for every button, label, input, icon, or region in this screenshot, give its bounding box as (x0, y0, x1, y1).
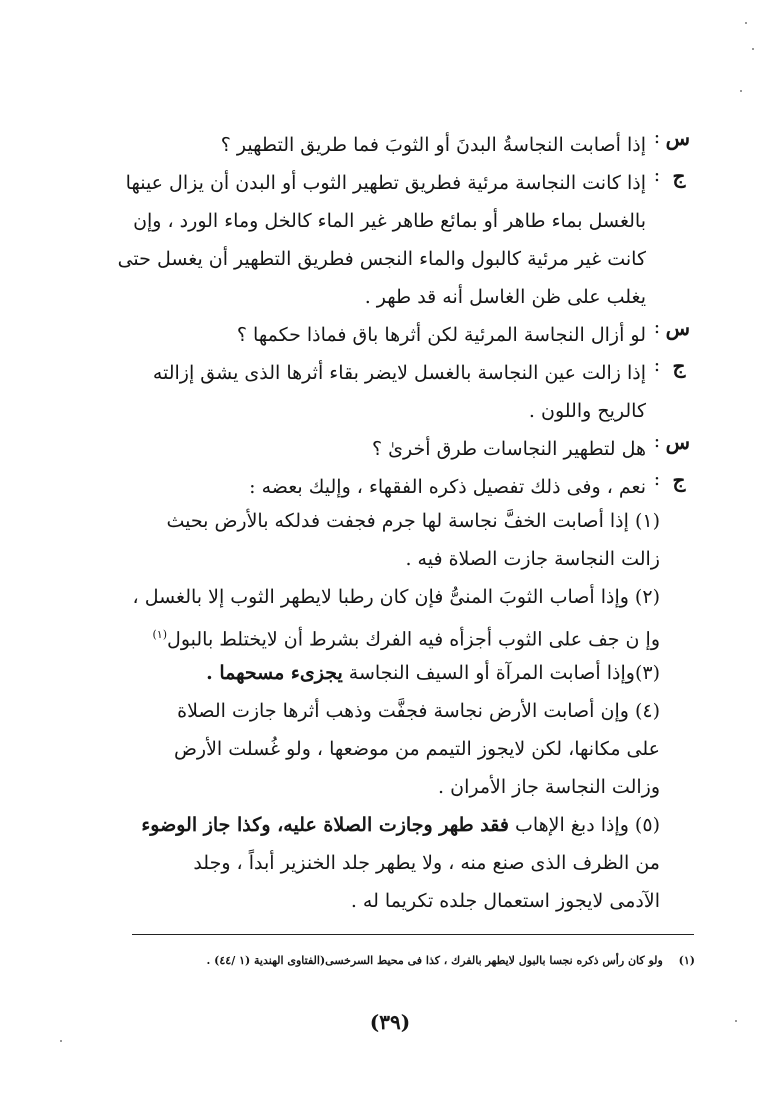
item-line: (٣)وإذا أصابت المرآة أو السيف النجاسة (348, 662, 660, 684)
scan-speck (752, 48, 754, 50)
list-item-3 (100, 654, 660, 692)
answer-1: ج : إذا كانت النجاسة مرئية فطريق تطهير الثوب أو البدن أن يزال عينها بالغسل بماء طاهر أو بمائع طاهر غير الماء كالخل وماء الورد ، وإن كانت غير مرئية كالبول والماء النجس فطريق التطهير أن يغسل حتى يغلب على ظن الغاسل أنه قد طهر . (100, 164, 690, 316)
list-item-1 (100, 502, 660, 578)
question-3: س : هل لتطهير النجاسات طرق أخرىٰ ؟ (100, 430, 690, 468)
item-line: (٢) وإذا أصاب الثوبَ المنىُّ فإن كان رطبا لايطهر الثوب إلا بالغسل ، (132, 586, 660, 608)
scan-speck (735, 1020, 737, 1022)
answer-2: ج : إذا زالت عين النجاسة بالغسل لايضر بقاء أثرها الذى يشق إزالته كالريح واللون . (100, 354, 690, 430)
answer-line: نعم ، وفى ذلك تفصيل ذكره الفقهاء ، وإليك بعضه : (249, 476, 646, 498)
question-text: هل لتطهير النجاسات طرق أخرىٰ ؟ (372, 438, 646, 460)
item-line: وزالت النجاسة جاز الأمران . (438, 776, 660, 798)
answer-3: ج : نعم ، وفى ذلك تفصيل ذكره الفقهاء ، وإليك بعضه : (100, 468, 690, 506)
answer-mark: ج (672, 164, 686, 188)
scan-speck (60, 1040, 62, 1042)
list-item-4 (100, 692, 660, 806)
footnote-reference[interactable]: (١) (152, 628, 168, 641)
question-text: لو أزال النجاسة المرئية لكن أثرها باق فماذا حكمها ؟ (236, 324, 646, 346)
item-line: زالت النجاسة جازت الصلاة فيه . (405, 548, 660, 570)
page-number: (٣٩) (369, 1010, 411, 1034)
question-mark: س (665, 316, 690, 340)
qa-section (100, 126, 690, 506)
question-text: إذا أصابت النجاسةُ البدنَ أو الثوبَ فما طريق التطهير ؟ (220, 134, 646, 156)
item-bold-text: فقد طهر وجازت الصلاة عليه، وكذا جاز الوضوء (141, 814, 509, 836)
answer-line: إذا كانت النجاسة مرئية فطريق تطهير الثوب أو البدن أن يزال عينها (125, 172, 646, 194)
list-item-2 (100, 578, 660, 654)
item-line: الآدمى لايجوز استعمال جلده تكريما له . (350, 890, 660, 912)
item-line: على مكانها، لكن لايجوز التيمم من موضعها ، ولو غُسلت الأرض (173, 738, 660, 760)
question-2: س : لو أزال النجاسة المرئية لكن أثرها باق فماذا حكمها ؟ (100, 316, 690, 354)
answer-line: إذا زالت عين النجاسة بالغسل لايضر بقاء أثرها الذى يشق إزالته (152, 362, 646, 384)
footnote-text: ولو كان رأس ذكره نجسا بالبول لايطهر بالفرك ، كذا فى محيط السرخسى(الفتاوى الهندية (١ /٤٤) . (206, 954, 663, 967)
item-line: وإ ن جف على الثوب أجزأه فيه الفرك بشرط أن لايختلط بالبول (167, 628, 660, 651)
question-1: س : إذا أصابت النجاسةُ البدنَ أو الثوبَ فما طريق التطهير ؟ (100, 126, 690, 164)
item-line: (١) إذا أصابت الخفَّ نجاسة لها جرم فجفت فدلكه بالأرض بحيث (166, 510, 660, 532)
scan-speck (740, 90, 742, 92)
question-mark: س (665, 126, 690, 150)
footnote (150, 954, 695, 967)
answer-line: بالغسل بماء طاهر أو بمائع طاهر غير الماء كالخل وماء الورد ، وإن (133, 210, 646, 232)
answer-line: كانت غير مرئية كالبول والماء النجس فطريق التطهير أن يغسل حتى (117, 248, 646, 270)
scan-speck (745, 22, 747, 24)
answer-line: كالريح واللون . (528, 400, 646, 422)
footnote-number: (١) (678, 954, 695, 967)
question-mark: س (665, 430, 690, 454)
answer-mark: ج (672, 354, 686, 378)
footnote-divider (132, 934, 694, 935)
item-line: (٤) وإن أصابت الأرض نجاسة فجفَّت وذهب أثرها جازت الصلاة (177, 700, 660, 722)
item-line: من الظرف الذى صنع منه ، ولا يطهر جلد الخنزير أبداً ، وجلد (193, 852, 660, 874)
list-item-5 (100, 806, 660, 920)
item-line: (٥) وإذا دبغ الإهاب (514, 814, 660, 836)
answer-line: يغلب على ظن الغاسل أنه قد طهر . (364, 286, 646, 308)
item-bold-text: يجزىء مسحهما . (206, 662, 343, 684)
answer-mark: ج (672, 468, 686, 492)
